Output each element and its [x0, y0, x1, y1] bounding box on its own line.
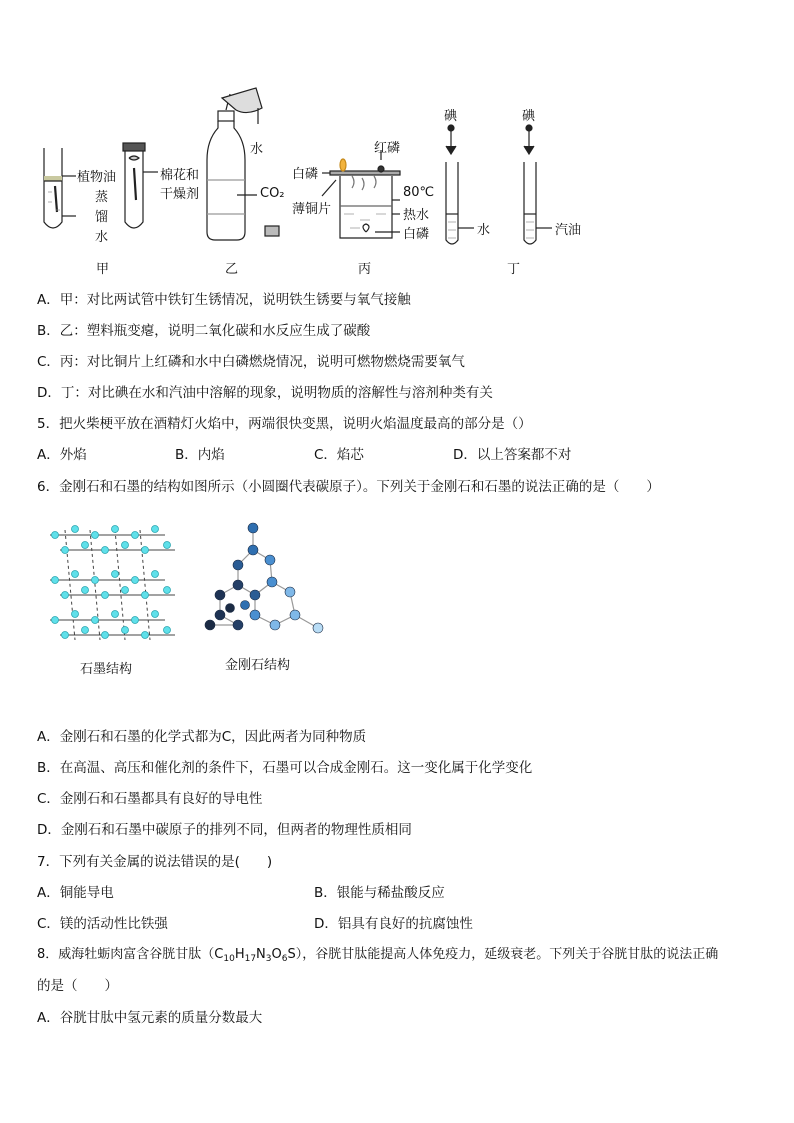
q5-option-a: A．外焰: [37, 447, 87, 463]
experiment-figure: [0, 70, 794, 280]
label-water-3: 水: [95, 230, 109, 245]
q4-option-c: C．丙：对比铜片上红磷和水中白磷燃烧情况，说明可燃物燃烧需要氧气: [37, 354, 465, 370]
q6-option-d: D．金刚石和石墨中碳原子的排列不同，但两者的物理性质相同: [37, 822, 412, 838]
q5-option-b: B．内焰: [175, 447, 225, 463]
q5-option-c: C．焰芯: [314, 447, 364, 463]
q4-option-a: A．甲：对比两试管中铁钉生锈情况，说明铁生锈要与氧气接触: [37, 292, 411, 308]
q8-option-a: A．谷胱甘肽中氢元素的质量分数最大: [37, 1010, 263, 1026]
graphite-structure: [45, 515, 180, 645]
label-co2: CO₂: [260, 186, 285, 201]
label-cotton-2: 干燥剂: [160, 187, 200, 202]
label-hot-water: 热水: [403, 208, 430, 223]
label-iodine-1: 碘: [444, 109, 458, 124]
q7-option-a: A．铜能导电: [37, 885, 114, 901]
label-copper: 薄铜片: [292, 202, 332, 217]
label-white-phosphorus: 白磷: [292, 167, 319, 182]
label-jia: 甲: [96, 262, 110, 277]
q8-stem-line1: 8．威海牡蛎肉富含谷胱甘肽$(C_{10}H_{17}N_3O_6S)$，谷胱甘肽能提高人体免疫力，延级衰老。下列关于谷胱甘肽的说法正确: [37, 947, 719, 964]
label-red-phosphorus: 红磷: [374, 141, 401, 156]
test-tube-oil: [44, 148, 76, 228]
label-oil: 植物油: [77, 170, 117, 185]
q6-option-c: C．金刚石和石墨都具有良好的导电性: [37, 791, 263, 807]
label-ding: 丁: [507, 262, 521, 277]
q6-stem: 6．金刚石和石墨的结构如图所示（小圆圈代表碳原子）。下列关于金刚石和石墨的说法正确的是（ ）: [37, 479, 660, 495]
label-white-phosphorus-2: 白磷: [403, 227, 430, 242]
q8-stem-line2: 的是（ ）: [37, 978, 118, 994]
label-yi: 乙: [225, 262, 239, 277]
graphite-label: 石墨结构: [80, 662, 133, 677]
test-tube-dry: [123, 143, 158, 228]
q7-option-b: B．银能与稀盐酸反应: [314, 885, 445, 901]
q5-stem: 5．把火柴梗平放在酒精灯火焰中，两端很快变黑，说明火焰温度最高的部分是（）: [37, 416, 532, 432]
plastic-bottle: [207, 88, 279, 240]
q4-option-d: D．丁：对比碘在水和汽油中溶解的现象，说明物质的溶解性与溶剂种类有关: [37, 385, 493, 401]
label-ding-water: 水: [477, 223, 491, 238]
label-water-2: 馏: [95, 210, 109, 225]
label-water-1: 蒸: [95, 190, 109, 205]
q5-option-d: D．以上答案都不对: [453, 447, 572, 463]
diamond-label: 金刚石结构: [225, 658, 291, 673]
label-temp: 80℃: [403, 185, 435, 200]
combustion-beaker: [322, 150, 400, 238]
q7-option-d: D．铝具有良好的抗腐蚀性: [314, 916, 473, 932]
q6-option-b: B．在高温、高压和催化剂的条件下，石墨可以合成金刚石。这一变化属于化学变化: [37, 760, 533, 776]
label-cotton-1: 棉花和: [160, 168, 200, 183]
label-yi-water: 水: [250, 142, 264, 157]
label-gasoline: 汽油: [555, 223, 582, 238]
q7-option-c: C．镁的活动性比铁强: [37, 916, 168, 932]
q4-option-b: B．乙：塑料瓶变瘪，说明二氧化碳和水反应生成了碳酸: [37, 323, 371, 339]
label-iodine-2: 碘: [522, 109, 536, 124]
q7-stem: 7．下列有关金属的说法错误的是( ): [37, 854, 273, 870]
q6-option-a: A．金刚石和石墨的化学式都为C，因此两者为同种物质: [37, 729, 367, 745]
iodine-tubes: [446, 125, 552, 244]
diamond-structure: [190, 520, 330, 645]
label-bing: 丙: [358, 262, 372, 277]
